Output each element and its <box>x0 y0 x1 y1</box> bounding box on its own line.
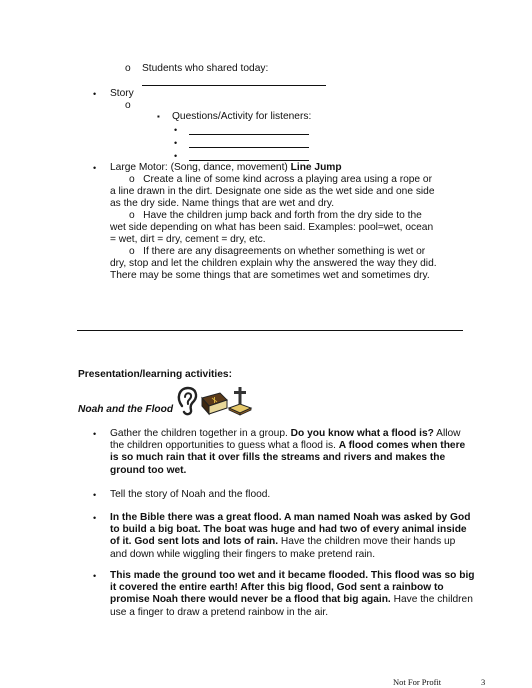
bible-icon <box>200 392 228 416</box>
large-motor-instruction-3: o If there are any disagreements on whether something is wet or dry, stop and let the children explain why the answered the way they did. There may be some things that are sometimes wet and sometimes dry. <box>110 246 437 282</box>
activity-paragraph-4: This made the ground too wet and it became flooded. This flood was so big it covered the entire earth! After this big flood, God sent a rainbow to promise Noah there would never be a flood that big again. Have the children use a finger to draw a pretend rainbow in the air. <box>110 570 475 618</box>
bullet-icon: • <box>93 513 97 523</box>
presentation-heading: Presentation/learning activities: <box>78 369 232 380</box>
circle-bullet-icon: o <box>125 63 131 74</box>
bullet-icon: • <box>93 429 97 439</box>
activity-paragraph-3: In the Bible there was a great flood. A man named Noah was asked by God to build a big boat. The boat was huge and had two of every animal inside of it. God sent lots and lots of rain. Have the children move their hands up and down while wiggling their fingers to make pretend rain. <box>110 512 471 560</box>
questions-label: Questions/Activity for listeners: <box>172 111 312 122</box>
section-divider <box>77 330 463 331</box>
students-shared-blank <box>142 75 326 86</box>
large-motor-title: Line Jump <box>290 162 342 173</box>
question-blank-3 <box>189 150 309 161</box>
bullet-icon: • <box>93 163 97 173</box>
circle-bullet-icon: o <box>125 100 131 111</box>
large-motor-heading: Large Motor: (Song, dance, movement) Line Jump <box>110 162 342 173</box>
large-motor-instruction-2: o Have the children jump back and forth from the dry side to the wet side depending on what has been said. Examples: pool=wet, ocean = wet, dirt = dry, cement = dry, etc. <box>110 210 434 246</box>
large-motor-instruction-1: o Create a line of some kind across a playing area using a rope or a line drawn in the dirt. Designate one side as the wet side and one side as the dry side. Name things that are wet and dry. <box>110 174 435 210</box>
cross-book-icon <box>228 386 252 416</box>
page-number: 3 <box>481 677 486 687</box>
bullet-icon: • <box>174 138 178 148</box>
circle-bullet-icon: o <box>129 210 144 221</box>
square-bullet-icon: ▪ <box>157 112 160 121</box>
circle-bullet-icon: o <box>129 246 144 257</box>
lesson-title: Noah and the Flood <box>78 404 174 415</box>
bullet-icon: • <box>93 490 97 500</box>
students-shared-label: Students who shared today: <box>142 63 269 74</box>
ear-icon <box>176 386 200 416</box>
bullet-icon: • <box>93 571 97 581</box>
story-label: Story <box>110 88 134 99</box>
bullet-icon: • <box>174 125 178 135</box>
footer-text: Not For Profit <box>393 677 442 687</box>
activity-paragraph-2: Tell the story of Noah and the flood. <box>110 489 271 500</box>
bullet-icon: • <box>174 151 178 161</box>
circle-bullet-icon: o <box>129 174 144 185</box>
bullet-icon: • <box>93 89 97 99</box>
question-blank-1 <box>189 124 309 135</box>
activity-paragraph-1: Gather the children together in a group. Do you know what a flood is? Allow the children opportunities to guess what a flood is. A flood comes when there is so much rain that it over fills the streams and rivers and makes the ground too wet. <box>110 428 466 476</box>
question-blank-2 <box>189 137 309 148</box>
